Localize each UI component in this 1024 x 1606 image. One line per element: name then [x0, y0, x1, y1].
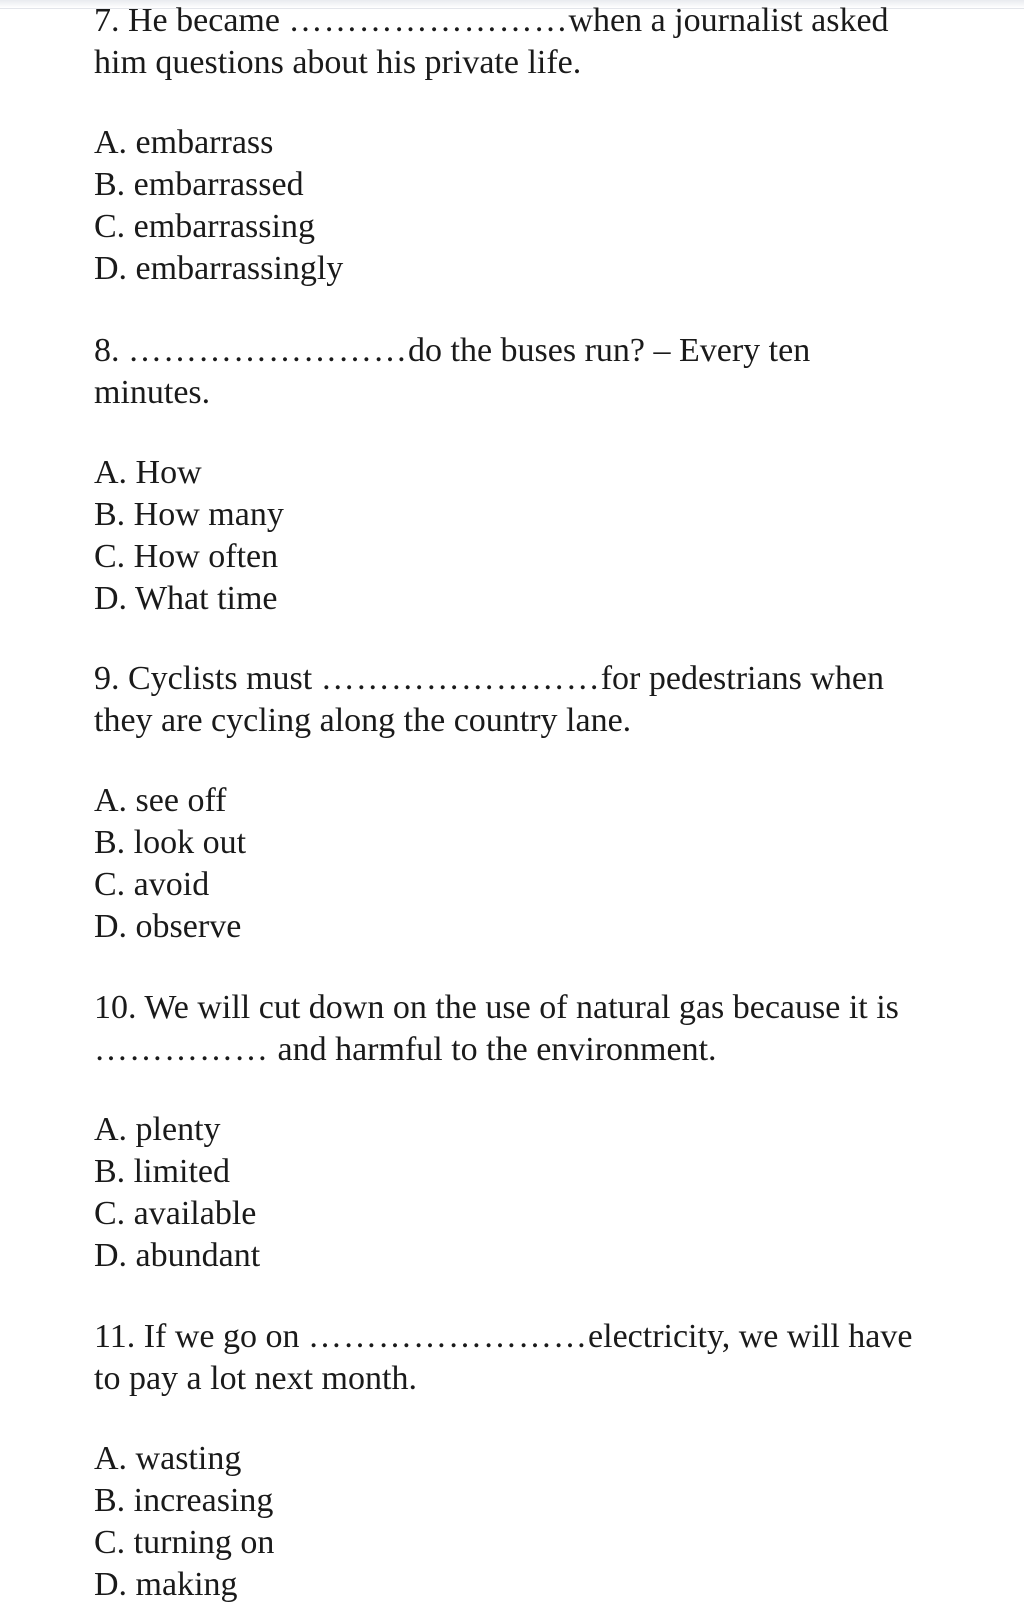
stem-after: and harmful to the environment.: [269, 1031, 717, 1068]
stem-before: 11. If we go on: [94, 1318, 309, 1355]
option-d: D. making: [94, 1566, 238, 1603]
option-c: C. embarrassing: [94, 208, 315, 245]
options-list: [94, 1109, 924, 1277]
options-list: [94, 122, 924, 290]
stem-before: 9. Cyclists must: [94, 660, 321, 697]
options-list: [94, 780, 924, 948]
stem-before: 8.: [94, 332, 128, 369]
answer-blank: ……………: [94, 1031, 269, 1068]
stem-before: 7. He became: [94, 2, 289, 39]
stem-after: when a journalist asked him questions about his private life.: [94, 2, 889, 81]
question-stem: [94, 330, 924, 414]
option-b: B. embarrassed: [94, 166, 304, 203]
question-8: [94, 330, 924, 620]
option-c: C. available: [94, 1195, 257, 1232]
question-10: [94, 987, 924, 1277]
option-a: A. see off: [94, 782, 227, 819]
question-11: [94, 1316, 924, 1606]
option-a: A. wasting: [94, 1440, 242, 1477]
stem-after: for pedestrians when they are cycling along the country lane.: [94, 660, 884, 739]
option-a: A. plenty: [94, 1111, 221, 1148]
option-b: B. look out: [94, 824, 247, 861]
option-c: C. How often: [94, 538, 279, 575]
option-c: C. turning on: [94, 1524, 275, 1561]
stem-after: electricity, we will have to pay a lot next month.: [94, 1318, 913, 1397]
option-d: D. embarrassingly: [94, 250, 344, 287]
option-d: D. abundant: [94, 1237, 261, 1274]
question-stem: [94, 0, 924, 84]
question-stem: [94, 658, 924, 742]
option-a: A. How: [94, 454, 202, 491]
option-b: B. limited: [94, 1153, 230, 1190]
question-7: [94, 0, 924, 290]
question-stem: [94, 987, 924, 1071]
option-d: D. What time: [94, 580, 278, 617]
option-b: B. How many: [94, 496, 284, 533]
option-a: A. embarrass: [94, 124, 274, 161]
answer-blank: ……………………: [308, 1318, 589, 1355]
options-list: [94, 1438, 924, 1606]
answer-blank: ……………………: [288, 2, 569, 39]
options-list: [94, 452, 924, 620]
stem-after: do the buses run? – Every ten minutes.: [94, 332, 811, 411]
option-c: C. avoid: [94, 866, 210, 903]
question-9: [94, 658, 924, 948]
answer-blank: ……………………: [320, 660, 601, 697]
question-stem: [94, 1316, 924, 1400]
option-b: B. increasing: [94, 1482, 274, 1519]
option-d: D. observe: [94, 908, 242, 945]
stem-before: 10. We will cut down on the use of natural gas because it is: [94, 989, 899, 1026]
answer-blank: ……………………: [128, 332, 408, 369]
